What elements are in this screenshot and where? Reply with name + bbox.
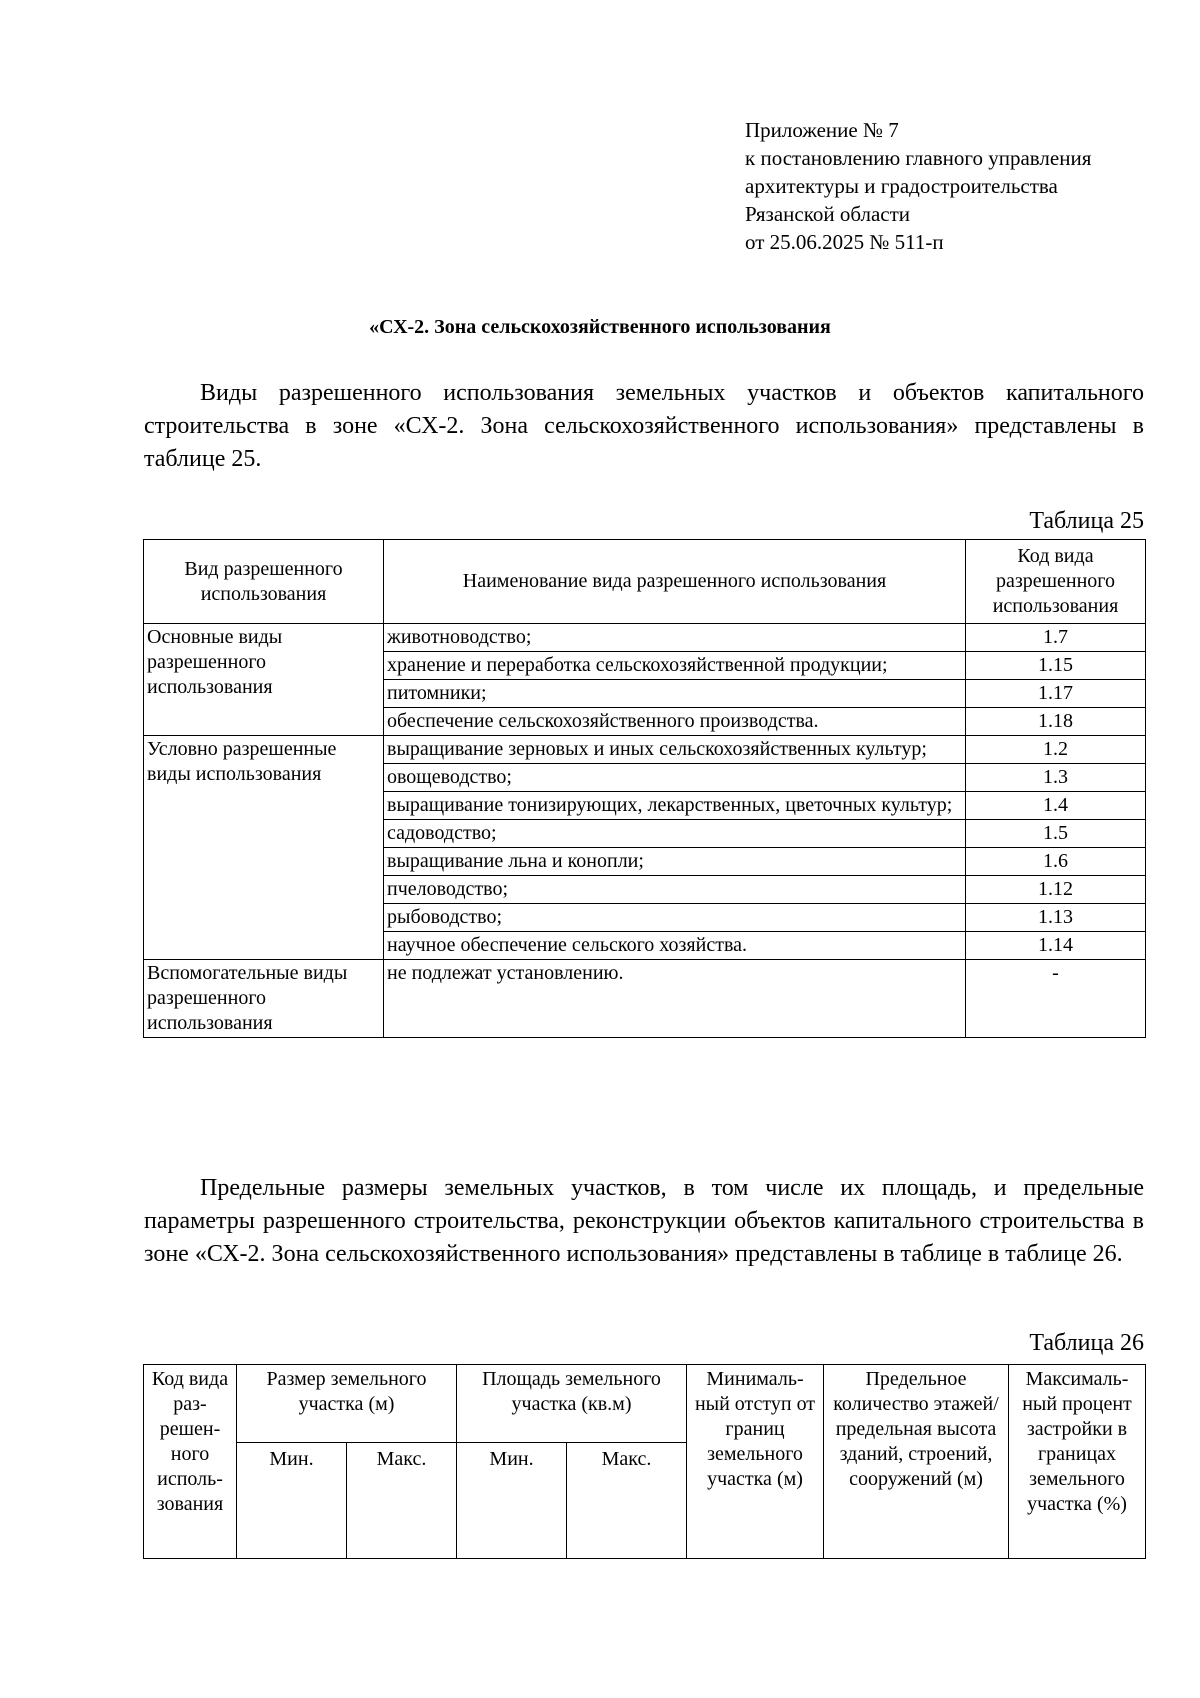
header-use-code: Код вида раз-решен-ного исполь-зования bbox=[144, 1365, 237, 1559]
use-name: садоводство; bbox=[384, 820, 966, 848]
header-min-offset: Минималь-ный отступ от границ земельного участка (м) bbox=[687, 1365, 824, 1559]
header-permitted-use-name: Наименование вида разрешенного использования bbox=[384, 540, 966, 624]
header-permitted-use-type: Вид разрешенного использования bbox=[144, 540, 384, 624]
use-code: - bbox=[966, 960, 1146, 1038]
paragraph-intro-text: Виды разрешенного использования земельных участков и объектов капитального строительства в зоне «СХ-2. Зона сельскохозяйственного использования» представлены в таблице 25. bbox=[144, 380, 1144, 472]
table-25 bbox=[143, 539, 1146, 1038]
use-name: выращивание зерновых и иных сельскохозяйственных культур; bbox=[384, 736, 966, 764]
use-name: обеспечение сельскохозяйственного производства. bbox=[384, 708, 966, 736]
table25-caption: Таблица 25 bbox=[1029, 508, 1144, 534]
use-code: 1.13 bbox=[966, 904, 1146, 932]
use-name: хранение и переработка сельскохозяйственной продукции; bbox=[384, 652, 966, 680]
header-plot-size-max: Макс. bbox=[347, 1443, 457, 1559]
use-name: питомники; bbox=[384, 680, 966, 708]
use-name: пчеловодство; bbox=[384, 876, 966, 904]
category-conditional: Условно разрешенные виды использования bbox=[144, 736, 384, 960]
header-plot-size: Размер земельного участка (м) bbox=[237, 1365, 457, 1443]
header-plot-area-max: Макс. bbox=[567, 1443, 687, 1559]
appendix-line: к постановлению главного управления bbox=[745, 146, 1092, 170]
use-code: 1.5 bbox=[966, 820, 1146, 848]
use-code: 1.2 bbox=[966, 736, 1146, 764]
category-auxiliary: Вспомогательные виды разрешенного использования bbox=[144, 960, 384, 1038]
appendix-line: Приложение № 7 bbox=[745, 118, 899, 142]
use-name: не подлежат установлению. bbox=[384, 960, 966, 1038]
use-code: 1.18 bbox=[966, 708, 1146, 736]
use-code: 1.6 bbox=[966, 848, 1146, 876]
paragraph-limits bbox=[144, 1172, 1144, 1271]
paragraph-intro bbox=[144, 377, 1144, 476]
use-code: 1.7 bbox=[966, 624, 1146, 652]
use-code: 1.3 bbox=[966, 764, 1146, 792]
table26-caption: Таблица 26 bbox=[1029, 1330, 1144, 1356]
header-plot-size-min: Мин. bbox=[237, 1443, 347, 1559]
header-max-building-percent: Максималь-ный процент застройки в границах земельного участка (%) bbox=[1009, 1365, 1146, 1559]
use-name: животноводство; bbox=[384, 624, 966, 652]
use-code: 1.14 bbox=[966, 932, 1146, 960]
header-plot-area-min: Мин. bbox=[457, 1443, 567, 1559]
appendix-line: от 25.06.2025 № 511-п bbox=[745, 230, 944, 254]
header-permitted-use-code: Код вида разрешенного использования bbox=[966, 540, 1146, 624]
use-code: 1.17 bbox=[966, 680, 1146, 708]
category-main: Основные виды разрешенного использования bbox=[144, 624, 384, 736]
table-26 bbox=[143, 1364, 1146, 1559]
section-title: «СХ-2. Зона сельскохозяйственного использования bbox=[369, 316, 831, 338]
paragraph-limits-text: Предельные размеры земельных участков, в том числе их площадь, и предельные параметры разрешенного строительства, реконструкции объектов капитального строительства в зоне «СХ-2. Зона сельскохозяйственного использования» представлены в таблице в таблице 26. bbox=[144, 1175, 1144, 1267]
use-name: рыбоводство; bbox=[384, 904, 966, 932]
header-floors-height: Предельное количество этажей/ предельная высота зданий, строений, сооружений (м) bbox=[824, 1365, 1009, 1559]
use-name: овощеводство; bbox=[384, 764, 966, 792]
use-name: выращивание тонизирующих, лекарственных, цветочных культур; bbox=[384, 792, 966, 820]
use-code: 1.12 bbox=[966, 876, 1146, 904]
use-code: 1.4 bbox=[966, 792, 1146, 820]
appendix-header bbox=[745, 116, 1165, 256]
appendix-line: архитектуры и градостроительства bbox=[745, 174, 1058, 198]
use-name: выращивание льна и конопли; bbox=[384, 848, 966, 876]
appendix-line: Рязанской области bbox=[745, 202, 911, 226]
use-name: научное обеспечение сельского хозяйства. bbox=[384, 932, 966, 960]
use-code: 1.15 bbox=[966, 652, 1146, 680]
header-plot-area: Площадь земельного участка (кв.м) bbox=[457, 1365, 687, 1443]
